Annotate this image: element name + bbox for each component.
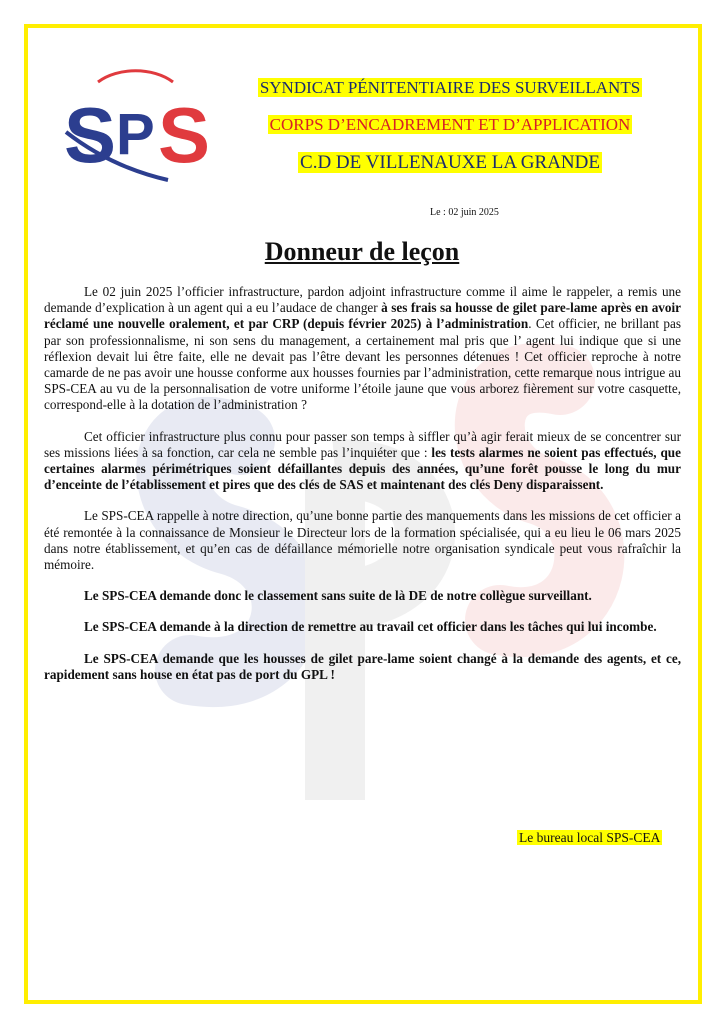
document-date: Le : 02 juin 2025 bbox=[430, 207, 499, 218]
demand-1: Le SPS-CEA demande donc le classement sans suite de là DE de notre collègue surveillant. bbox=[84, 588, 592, 604]
header-establishment: C.D DE VILLENAUXE LA GRANDE bbox=[300, 152, 600, 173]
paragraph-3: Le SPS-CEA rappelle à notre direction, qu’une bonne partie des manquements dans les missions de cet officier a été remontée à la connaissance de Monsieur le Directeur lors de la formation spécialisée, qui a eu lieu le 06 mars 2025 dans notre établissement, et qu’en cas de défaillance mémorielle notre organisation syndicale peut vous rafraîchir la mémoire. bbox=[44, 508, 681, 573]
logo-s-left: S bbox=[64, 91, 117, 179]
logo-flourish-icon bbox=[98, 71, 173, 82]
header-corps: CORPS D’ENCADREMENT ET D’APPLICATION bbox=[269, 115, 631, 134]
paragraph-1: Le 02 juin 2025 l’officier infrastructure, pardon adjoint infrastructure comme il aime le rappeler, a remis une demande d’explication à un agent qui a eu l’audace de changer à ses frais sa housse de gilet pare-lame après en avoir réclamé une nouvelle oralement, et par CRP (depuis février 2025) à l’administration. Cet officier, ne brillant pas par son professionnalisme, ni son sens du management, a certainement mal pris que l’ agent lui indique que si une réflexion devait lui être faite, elle ne devait pas l’être devant les personnes détenues ! Cet officier reproche à notre camarde de ne pas avoir une housse conforme aux housses fournies par l’administration, cette remarque nous intrigue au SPS-CEA au vu de la personnalisation de votre uniforme l’étoile jaune que vous arborez fièrement sur votre casquette, correspond-elle à la dotation de l’administration ? bbox=[44, 284, 681, 413]
sps-logo bbox=[58, 62, 218, 190]
document-body bbox=[44, 284, 681, 698]
logo-s-right: S bbox=[158, 91, 211, 179]
header-union-name: SYNDICAT PÉNITENTIAIRE DES SURVEILLANTS bbox=[259, 78, 641, 97]
paragraph-2: Cet officier infrastructure plus connu pour passer son temps à siffler qu’à agir ferait mieux de se concentrer sur ses missions liées à sa fonction, car cela ne semble pas l’inquiéter que : les tests alarmes ne soient pas effectués, que certaines alarmes périmétriques soient défaillantes depuis des années, qu’une forêt pousse le long du mur d’enceinte de l’établissement et pires que des clés de SAS et maintenant des clés Deny disparaissent. bbox=[44, 428, 681, 493]
demand-3: Le SPS-CEA demande que les housses de gilet pare-lame soient changé à la demande des agents, et ce, rapidement sans house en état pas de port du GPL ! bbox=[44, 650, 681, 682]
logo-p: P bbox=[116, 102, 155, 167]
document-title: Donneur de leçon bbox=[264, 237, 460, 266]
demand-2: Le SPS-CEA demande à la direction de remettre au travail cet officier dans les tâches qui lui incombe. bbox=[84, 619, 657, 635]
signature: Le bureau local SPS-CEA bbox=[519, 830, 661, 845]
